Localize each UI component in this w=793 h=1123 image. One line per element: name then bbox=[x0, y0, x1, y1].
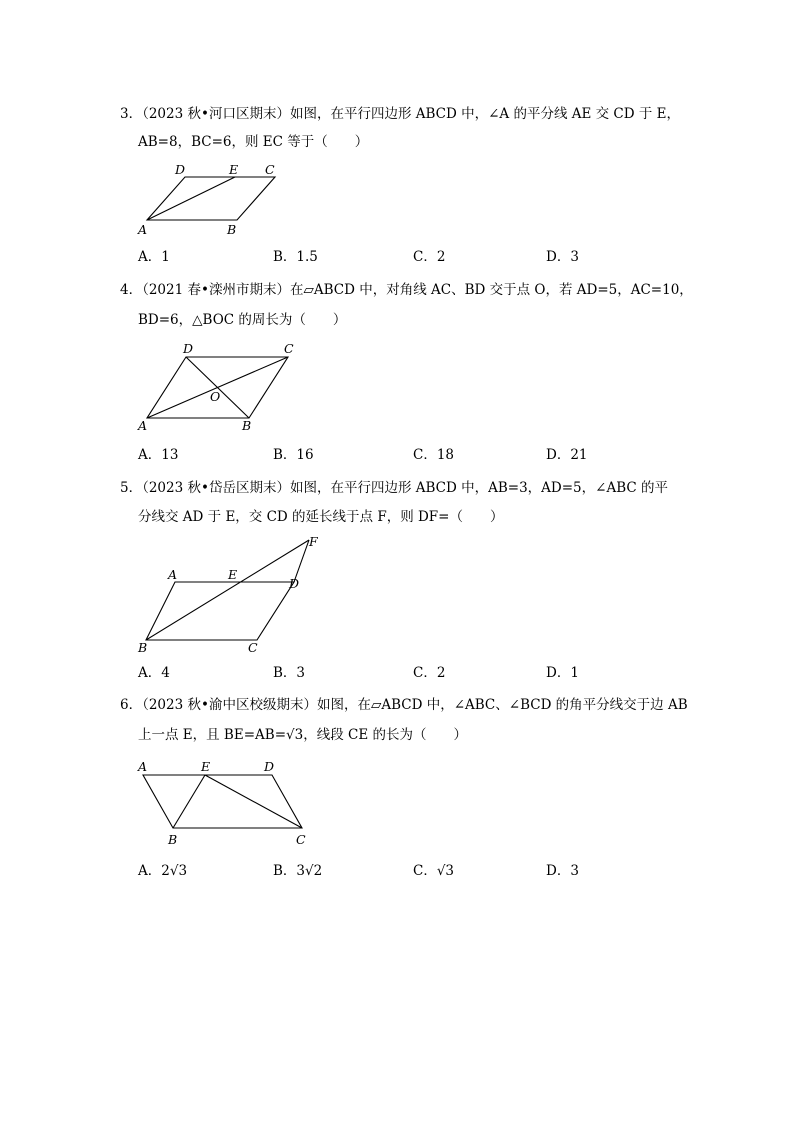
q5-label-e: E bbox=[228, 567, 238, 582]
q6-label-d: D bbox=[264, 759, 275, 774]
q3-option-d[interactable]: D．3 bbox=[546, 249, 579, 265]
q6-figure bbox=[135, 755, 315, 850]
q4-option-b[interactable]: B．16 bbox=[273, 447, 314, 463]
q6-option-a[interactable]: A．2√3 bbox=[138, 863, 188, 879]
q3-option-a[interactable]: A．1 bbox=[138, 249, 170, 265]
q3-stem-line1: 3．（2023 秋•河口区期末）如图，在平行四边形 ABCD 中，∠A 的平分线 AE 交 CD 于 E， bbox=[120, 106, 681, 122]
q5-label-a: A bbox=[168, 567, 178, 582]
q6-option-b[interactable]: B．3√2 bbox=[273, 863, 323, 879]
q6-label-b: B bbox=[168, 832, 178, 847]
q6-label-c: C bbox=[296, 832, 306, 847]
q4-stem-line2: BD=6，△BOC 的周长为（ ） bbox=[138, 312, 347, 328]
q5-parallelogram bbox=[146, 582, 294, 640]
q3-label-d: D bbox=[175, 162, 186, 177]
q6-option-d[interactable]: D．3 bbox=[546, 863, 579, 879]
q5-label-c: C bbox=[248, 640, 258, 655]
q3-label-e: E bbox=[229, 162, 239, 177]
q4-figure bbox=[135, 340, 305, 440]
q6-parallelogram bbox=[143, 775, 302, 828]
q5-option-d[interactable]: D．1 bbox=[546, 665, 579, 681]
q5-label-f: F bbox=[309, 534, 318, 549]
q4-option-d[interactable]: D．21 bbox=[546, 447, 588, 463]
q3-parallelogram bbox=[147, 177, 275, 220]
q5-option-a[interactable]: A．4 bbox=[138, 665, 170, 681]
q4-diagonal-bd bbox=[186, 357, 249, 418]
q6-option-c[interactable]: C．√3 bbox=[413, 863, 455, 879]
q6-label-e: E bbox=[201, 759, 211, 774]
q3-label-a: A bbox=[138, 222, 148, 237]
q6-segment-eb bbox=[173, 775, 205, 828]
q4-label-b: B bbox=[242, 418, 252, 433]
q4-label-a: A bbox=[138, 418, 148, 433]
q5-stem-line1: 5．（2023 秋•岱岳区期末）如图，在平行四边形 ABCD 中，AB=3，AD=5，∠ABC 的平 bbox=[120, 480, 669, 496]
q4-label-d: D bbox=[183, 341, 194, 356]
q3-option-c[interactable]: C．2 bbox=[413, 249, 446, 265]
q5-label-b: B bbox=[138, 640, 148, 655]
q4-label-c: C bbox=[284, 341, 294, 356]
q4-option-c[interactable]: C．18 bbox=[413, 447, 455, 463]
q6-stem-line1: 6．（2023 秋•渝中区校级期末）如图，在▱ABCD 中，∠ABC、∠BCD 的角平分线交于边 AB bbox=[120, 697, 688, 713]
q6-stem-line2: 上一点 E，且 BE=AB=√3，线段 CE 的长为（ ） bbox=[138, 727, 467, 743]
q5-option-b[interactable]: B．3 bbox=[273, 665, 306, 681]
q4-label-o: O bbox=[210, 389, 221, 404]
q3-figure bbox=[135, 160, 285, 240]
q3-label-c: C bbox=[265, 162, 275, 177]
q5-option-c[interactable]: C．2 bbox=[413, 665, 446, 681]
q5-stem-line2: 分线交 AD 于 E，交 CD 的延长线于点 F，则 DF=（ ） bbox=[138, 509, 504, 525]
q3-stem-line2: AB=8，BC=6，则 EC 等于（ ） bbox=[138, 134, 369, 150]
q6-label-a: A bbox=[138, 759, 148, 774]
q4-stem-line1: 4．（2021 春•滦州市期末）在▱ABCD 中，对角线 AC、BD 交于点 O，若 AD=5，AC=10， bbox=[120, 282, 693, 298]
q5-label-d: D bbox=[289, 576, 300, 591]
q3-option-b[interactable]: B．1.5 bbox=[273, 249, 318, 265]
q3-segment-ae bbox=[147, 177, 235, 220]
q4-option-a[interactable]: A．13 bbox=[138, 447, 179, 463]
q5-figure bbox=[135, 532, 335, 657]
q3-label-b: B bbox=[227, 222, 237, 237]
